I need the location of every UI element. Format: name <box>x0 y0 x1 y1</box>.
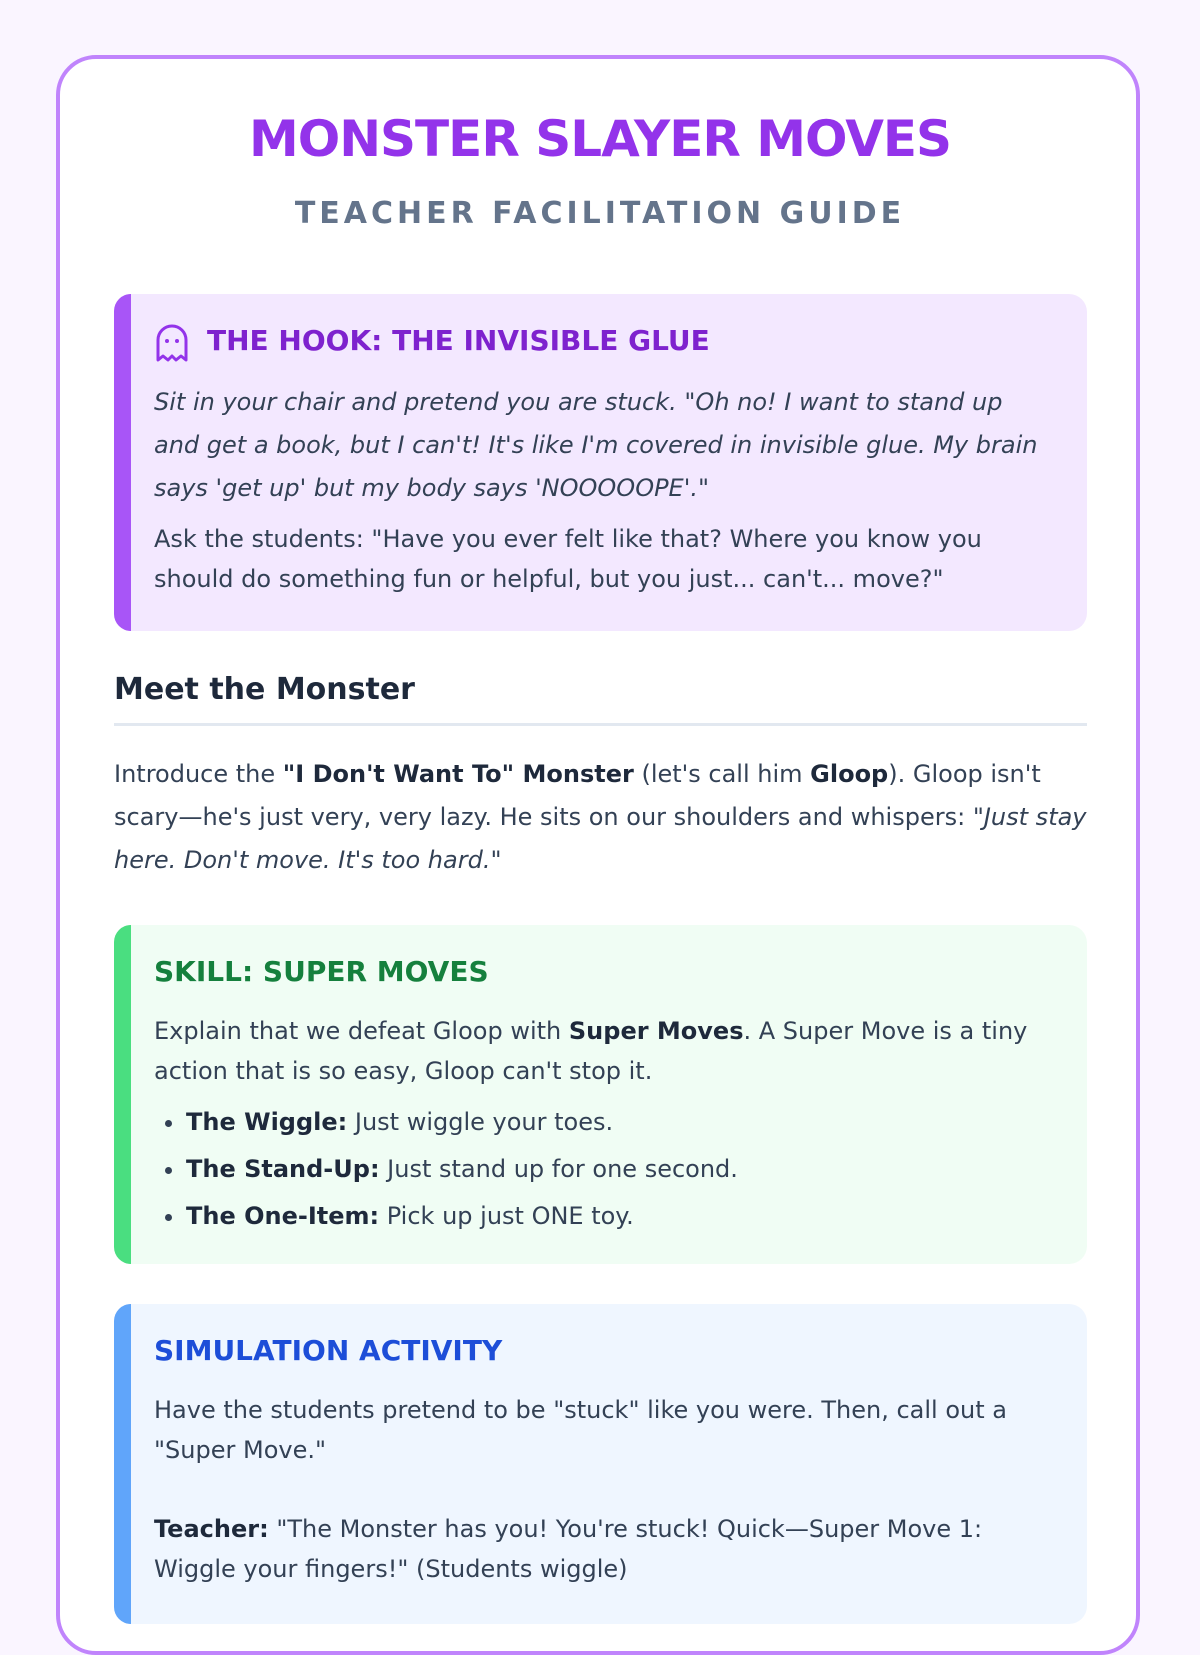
intro-text-2: (let's call him <box>633 760 811 788</box>
skill-term: Super Moves <box>568 1017 744 1045</box>
list-item <box>186 1099 1066 1146</box>
move-desc: Just wiggle your toes. <box>347 1108 614 1136</box>
move-desc: Pick up just ONE toy. <box>379 1202 634 1230</box>
intro-text-1: Introduce the <box>114 760 283 788</box>
teacher-line <box>154 1509 1044 1589</box>
section-heading-monster: Meet the Monster <box>114 672 415 707</box>
skill-callout <box>114 925 1087 1264</box>
monster-name-full: "I Don't Want To" Monster <box>282 760 634 788</box>
move-name: The Stand-Up: <box>186 1155 380 1183</box>
intro-text-3: ). Gloop isn't scary—he's just very, very lazy. He sits on our shoulders and whispers: <box>114 760 1041 831</box>
move-desc: Just stand up for one second. <box>379 1155 738 1183</box>
section-divider <box>114 723 1087 726</box>
speaker-label: Teacher: <box>154 1515 269 1543</box>
list-item <box>186 1193 1066 1240</box>
skill-text-2: . A Super Move is a tiny action that is so easy, Gloop can't stop it. <box>154 1017 1028 1085</box>
move-name: The Wiggle: <box>186 1108 348 1136</box>
monster-name-short: Gloop <box>810 760 889 788</box>
hook-title: THE HOOK: THE INVISIBLE GLUE <box>207 324 710 357</box>
move-name: The One-Item: <box>186 1202 380 1230</box>
simulation-instructions: Have the students pretend to be "stuck" like you were. Then, call out a "Super Move." <box>154 1396 1007 1464</box>
page-subtitle: TEACHER FACILITATION GUIDE <box>294 196 906 231</box>
teacher-line-text: "The Monster has you! You're stuck! Quick—Super Move 1: Wiggle your fingers!" (Students wiggle) <box>154 1515 983 1583</box>
list-item <box>186 1146 1066 1193</box>
page-title: MONSTER SLAYER MOVES <box>248 110 952 168</box>
simulation-title: SIMULATION ACTIVITY <box>154 1334 503 1367</box>
simulation-callout <box>114 1304 1087 1624</box>
ghost-icon <box>154 324 190 364</box>
skill-text-1: Explain that we defeat Gloop with <box>154 1017 569 1045</box>
hook-script: Sit in your chair and pretend you are stuck. "Oh no! I want to stand up and get a book, but I can't! It's like I'm covered in invisible glue. My brain says 'get up' but my body says 'NOOOOOPE'." <box>154 388 1038 502</box>
skill-title: SKILL: SUPER MOVES <box>154 955 489 988</box>
monster-intro <box>114 753 1090 882</box>
hook-question: Ask the students: "Have you ever felt like that? Where you know you should do something fun or helpful, but you just... can't... move?" <box>154 525 982 593</box>
monster-quote: "Just stay here. Don't move. It's too hard." <box>114 803 1087 874</box>
skill-explanation <box>154 1011 1044 1091</box>
super-moves-list <box>154 1099 1066 1240</box>
hook-callout <box>114 294 1087 631</box>
